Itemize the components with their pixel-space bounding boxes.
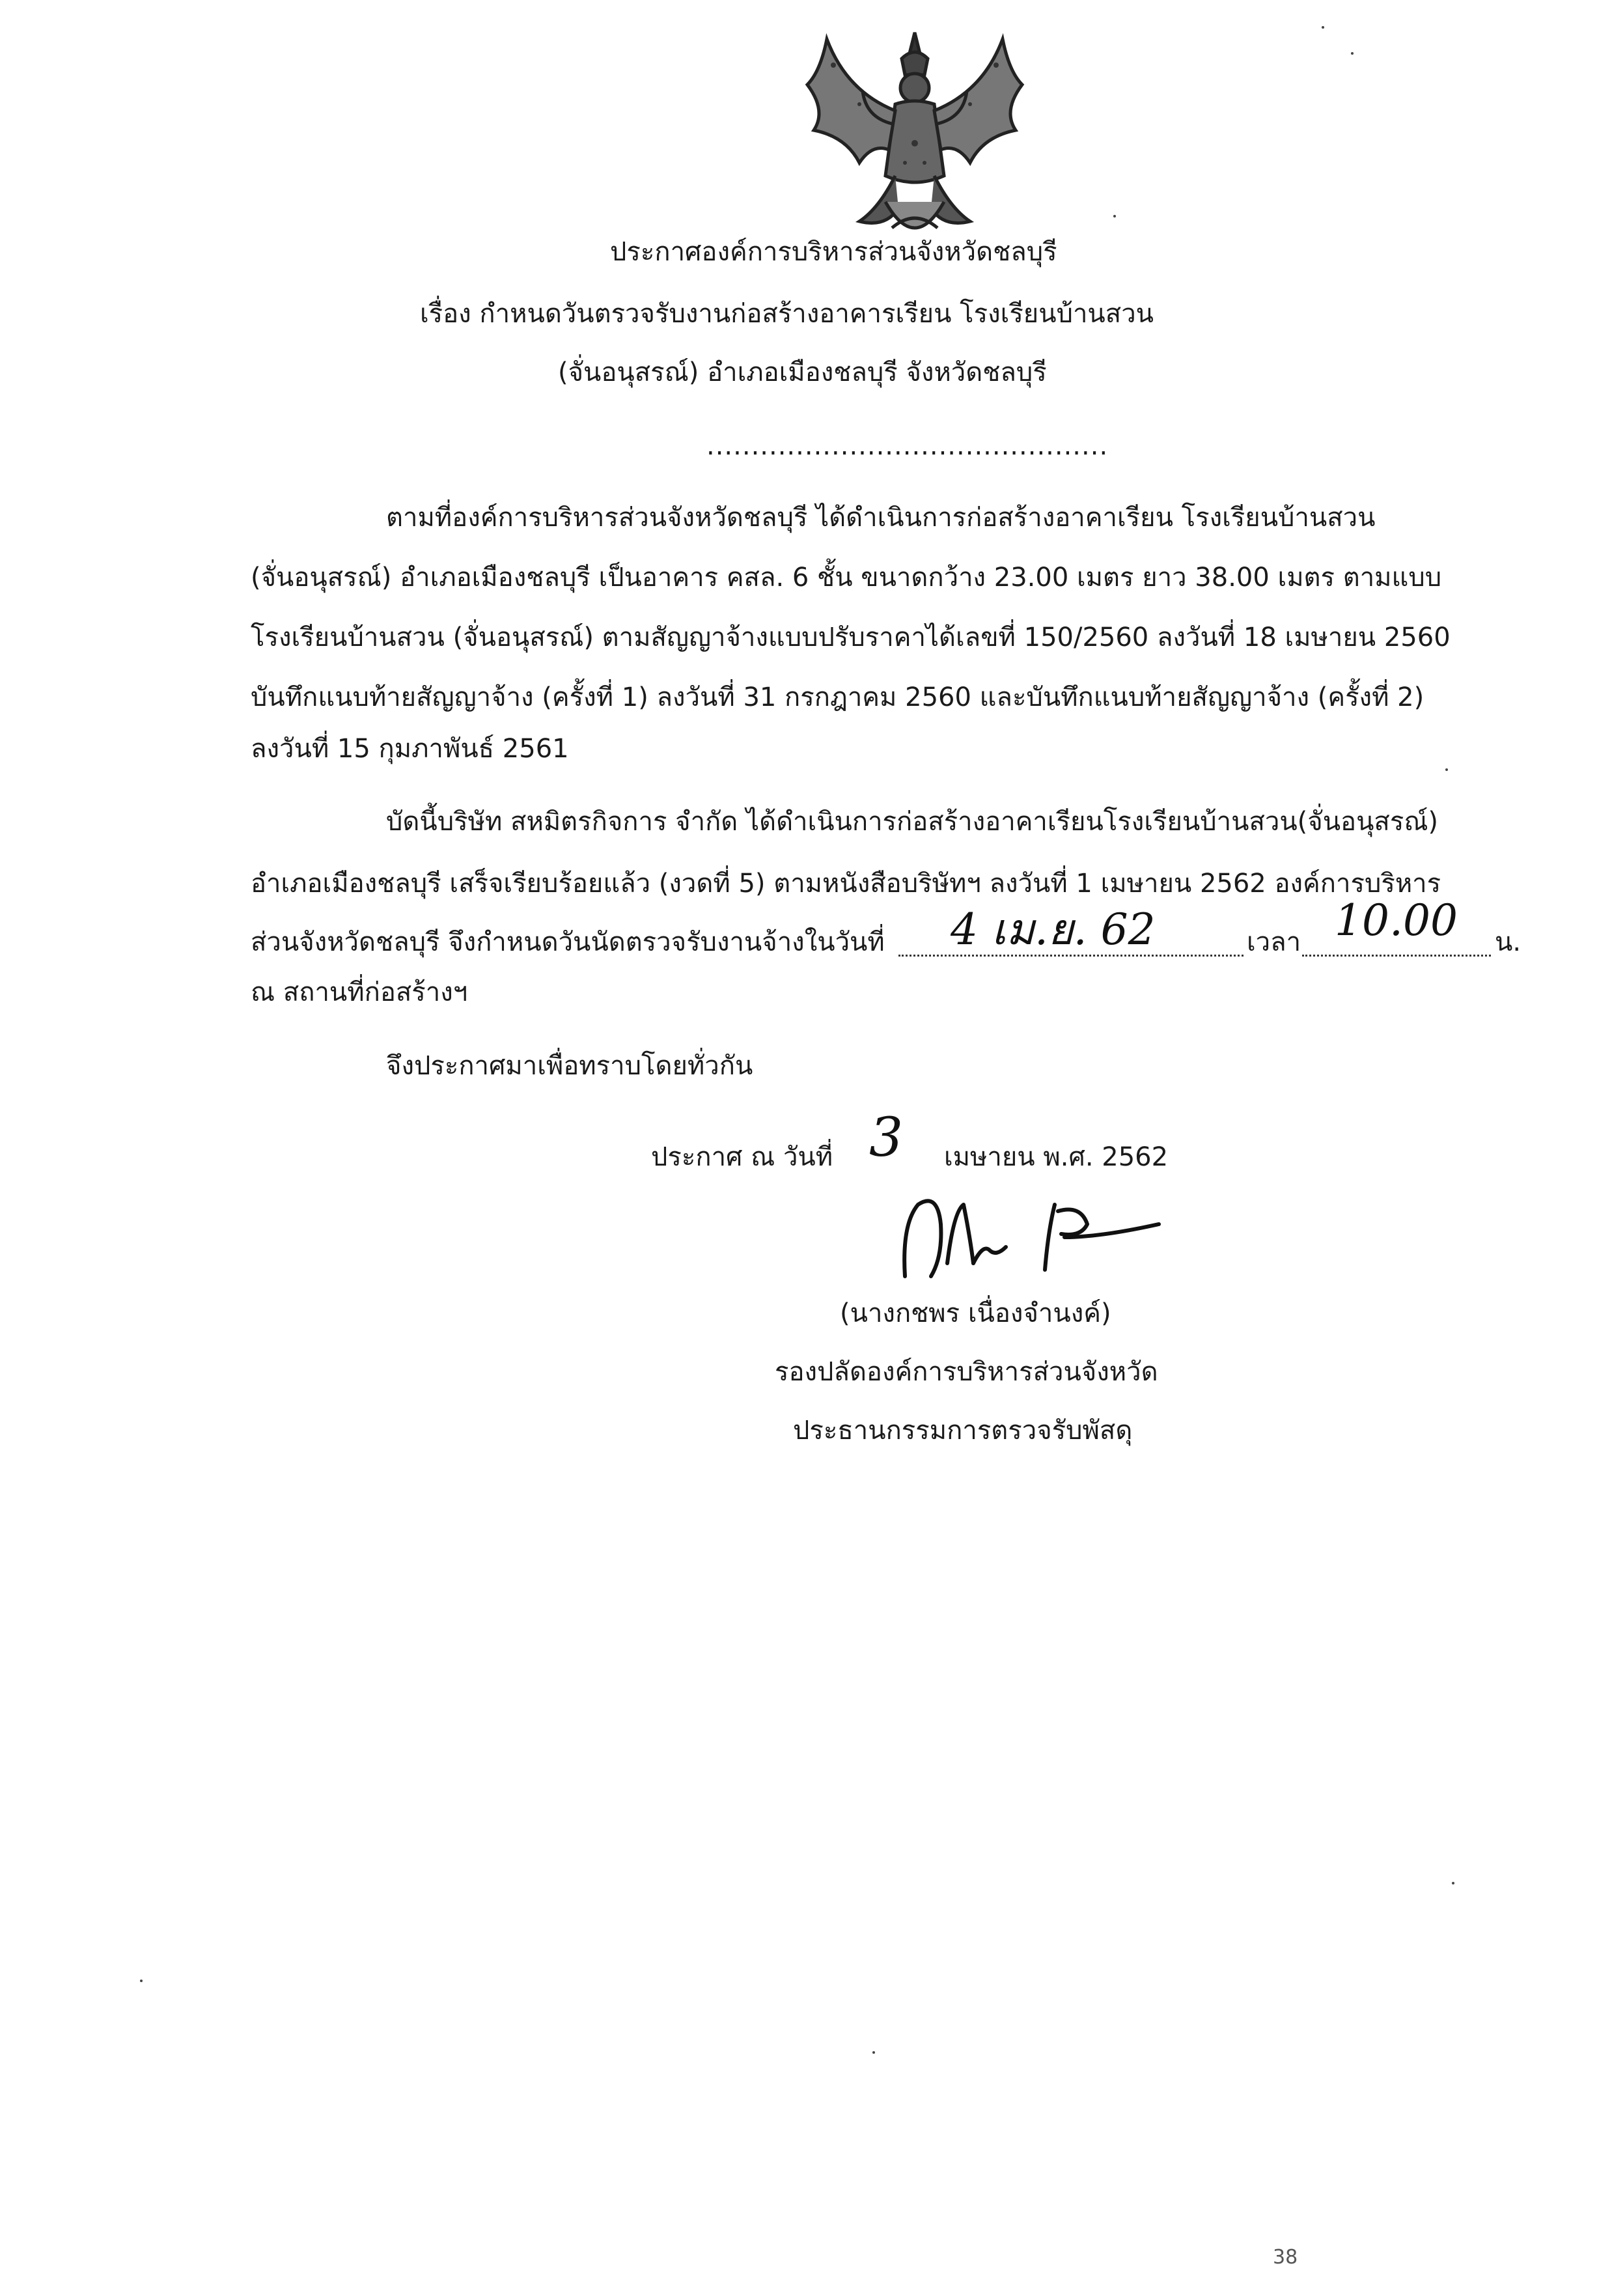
para2-line-3-prefix: ส่วนจังหวัดชลบุรี จึงกำหนดวันนัดตรวจรับงานจ้างในวันที่: [251, 927, 885, 957]
scan-speck: [140, 1980, 143, 1982]
closing-line: จึงประกาศมาเพื่อทราบโดยทั่วกัน: [386, 1051, 753, 1081]
scan-speck: [872, 2051, 875, 2054]
unit-label: น.: [1495, 927, 1522, 957]
signer-name: (นางกชพร เนื่องจำนงค์): [840, 1298, 1111, 1328]
handwritten-time: 10.00: [1335, 895, 1458, 945]
header-separator: .............................................: [706, 431, 1109, 461]
scan-speck: [1351, 52, 1354, 55]
para2-line-2: อำเภอเมืองชลบุรี เสร็จเรียบร้อยแล้ว (งวดที่ 5) ตามหนังสือบริษัทฯ ลงวันที่ 1 เมษายน 2562 องค์การบริหาร: [251, 869, 1441, 899]
scan-speck: [1445, 768, 1448, 771]
scan-speck: [1113, 215, 1116, 217]
signer-position-2: ประธานกรรมการตรวจรับพัสดุ: [793, 1416, 1133, 1446]
para1-line-3: โรงเรียนบ้านสวน (จั่นอนุสรณ์) ตามสัญญาจ้างแบบปรับราคาได้เลขที่ 150/2560 ลงวันที่ 18 เมษายน 2560: [251, 623, 1451, 652]
page-number: 38: [1273, 2246, 1298, 2269]
time-dotted-line: [1302, 955, 1491, 957]
para2-line-4: ณ สถานที่ก่อสร้างฯ: [251, 977, 468, 1007]
signature-icon: [892, 1185, 1165, 1289]
para1-line-1: ตามที่องค์การบริหารส่วนจังหวัดชลบุรี ได้ดำเนินการก่อสร้างอาคาเรียน โรงเรียนบ้านสวน: [386, 503, 1376, 533]
announce-prefix: ประกาศ ณ วันที่: [651, 1142, 833, 1172]
handwritten-day: 3: [869, 1107, 904, 1169]
scan-speck: [1452, 1882, 1454, 1884]
header-line-3: (จั่นอนุสรณ์) อำเภอเมืองชลบุรี จังหวัดชลบุรี: [558, 357, 1047, 387]
para1-line-2: (จั่นอนุสรณ์) อำเภอเมืองชลบุรี เป็นอาคาร คสล. 6 ชั้น ขนาดกว้าง 23.00 เมตร ยาว 38.00 เมตร ตามแบบ: [251, 563, 1442, 593]
header-line-1: ประกาศองค์การบริหารส่วนจังหวัดชลบุรี: [610, 237, 1057, 267]
garuda-emblem-icon: [729, 13, 1100, 254]
signer-position-1: รองปลัดองค์การบริหารส่วนจังหวัด: [775, 1357, 1158, 1387]
para1-line-5: ลงวันที่ 15 กุมภาพันธ์ 2561: [251, 734, 569, 764]
para2-line-1: บัดนี้บริษัท สหมิตรกิจการ จำกัด ได้ดำเนินการก่อสร้างอาคาเรียนโรงเรียนบ้านสวน(จั่นอนุสรณ์): [386, 807, 1439, 837]
para1-line-4: บันทึกแนบท้ายสัญญาจ้าง (ครั้งที่ 1) ลงวันที่ 31 กรกฎาคม 2560 และบันทึกแนบท้ายสัญญาจ้าง (ครั้งที่ 2): [251, 682, 1424, 712]
handwritten-date: 4 เม.ย. 62: [951, 904, 1156, 955]
time-label: เวลา: [1247, 927, 1301, 957]
scan-speck: [1322, 26, 1324, 29]
header-subject: เรื่อง กำหนดวันตรวจรับงานก่อสร้างอาคารเรียน โรงเรียนบ้านสวน: [420, 299, 1154, 329]
announce-suffix: เมษายน พ.ศ. 2562: [944, 1142, 1169, 1172]
